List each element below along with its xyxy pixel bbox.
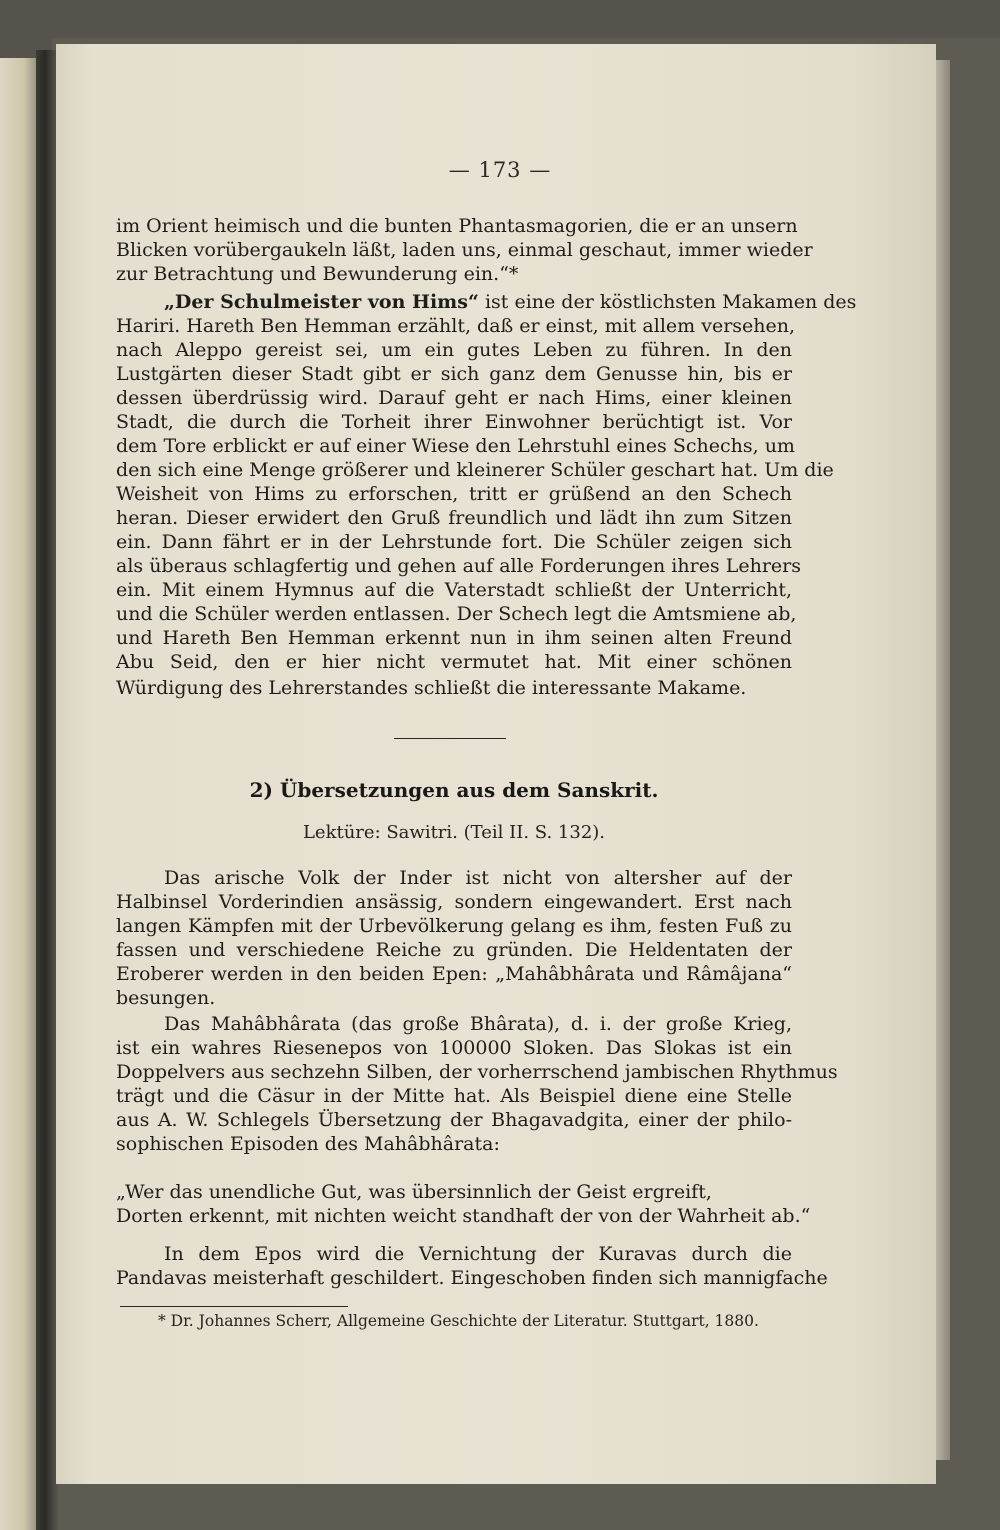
text-line: Abu Seid, den er hier nicht vermutet hat. Mit einer schönen [116,651,792,673]
text-line: Blicken vorübergaukeln läßt, laden uns, einmal geschaut, immer wieder [116,239,813,261]
text-line: sophischen Episoden des Mahâbhârata: [116,1133,500,1155]
text-line: Pandavas meisterhaft geschildert. Eingeschoben finden sich mannigfache [116,1267,828,1289]
text-line: dessen überdrüssig wird. Darauf geht er nach Hims, einer kleinen [116,387,792,409]
footnote: * Dr. Johannes Scherr, Allgemeine Geschichte der Literatur. Stuttgart, 1880. [158,1312,759,1330]
text-line: Lustgärten dieser Stadt gibt er sich ganz dem Genusse hin, bis er [116,363,792,385]
text-line: ist ein wahres Riesenepos von 100000 Sloken. Das Slokas ist ein [116,1037,792,1059]
text-line: und die Schüler werden entlassen. Der Schech legt die Amtsmiene ab, [116,603,797,625]
text-line: zur Betrachtung und Bewunderung ein.“* [116,263,519,285]
section-divider [394,738,506,739]
reading-reference: Lektüre: Sawitri. (Teil II. S. 132). [302,822,606,843]
text-line: Eroberer werden in den beiden Epen: „Mahâbhârata und Râmâjana“ [116,963,792,985]
page-stack-edge [936,60,950,1460]
footnote-rule [120,1306,348,1307]
text-line: nach Aleppo gereist sei, um ein gutes Leben zu führen. In den [116,339,792,361]
text-line: Das Mahâbhârata (das große Bhârata), d. i. der große Krieg, [164,1013,792,1035]
text-line: Das arische Volk der Inder ist nicht von altersher auf der [164,867,792,889]
text-line: Stadt, die durch die Torheit ihrer Einwohner berüchtigt ist. Vor [116,411,792,433]
text-line: langen Kämpfen mit der Urbevölkerung gelang es ihm, festen Fuß zu [116,915,792,937]
text-line: besungen. [116,987,216,1009]
text-line: Würdigung des Lehrerstandes schließt die interessante Makame. [116,677,747,699]
paragraph-title-line [164,290,857,314]
text-line: im Orient heimisch und die bunten Phantasmagorien, die er an unsern [116,215,798,237]
text-line: dem Tore erblickt er auf einer Wiese den Lehrstuhl eines Schechs, um [116,435,795,457]
page-number: — 173 — [448,158,552,182]
text-line: heran. Dieser erwidert den Gruß freundlich und lädt ihn zum Sitzen [116,507,792,529]
quote-line: Dorten erkennt, mit nichten weicht standhaft der von der Wahrheit ab.“ [116,1205,811,1227]
text-line: ein. Dann fährt er in der Lehrstunde fort. Die Schüler zeigen sich [116,531,792,553]
text-line: und Hareth Ben Hemman erkennt nun in ihm seinen alten Freund [116,627,792,649]
text-line: aus A. W. Schlegels Übersetzung der Bhagavadgita, einer der philo- [116,1109,792,1131]
text-line: fassen und verschiedene Reiche zu gründen. Die Heldentaten der [116,939,792,961]
text-line: trägt und die Cäsur in der Mitte hat. Als Beispiel diene eine Stelle [116,1085,792,1107]
text-line: In dem Epos wird die Vernichtung der Kuravas durch die [164,1243,792,1265]
text-line: Halbinsel Vorderindien ansässig, sondern eingewandert. Erst nach [116,891,792,913]
text-line: ein. Mit einem Hymnus auf die Vaterstadt schließt der Unterricht, [116,579,792,601]
text-line: Hariri. Hareth Ben Hemman erzählt, daß er einst, mit allem versehen, [116,315,796,337]
section-heading: 2) Übersetzungen aus dem Sanskrit. [249,778,659,802]
text-line: Doppelvers aus sechzehn Silben, der vorherrschend jambischen Rhythmus [116,1061,838,1083]
work-title: „Der Schulmeister von Hims“ [164,291,479,313]
text-line: Weisheit von Hims zu erforschen, tritt er grüßend an den Schech [116,483,792,505]
text-segment: ist eine der köstlichsten Makamen des [484,291,857,313]
text-line: den sich eine Menge größerer und kleinerer Schüler geschart hat. Um die [116,459,834,481]
quote-line: „Wer das unendliche Gut, was übersinnlich der Geist ergreift, [116,1181,712,1203]
text-line: als überaus schlagfertig und gehen auf alle Forderungen ihres Lehrers [116,555,801,577]
